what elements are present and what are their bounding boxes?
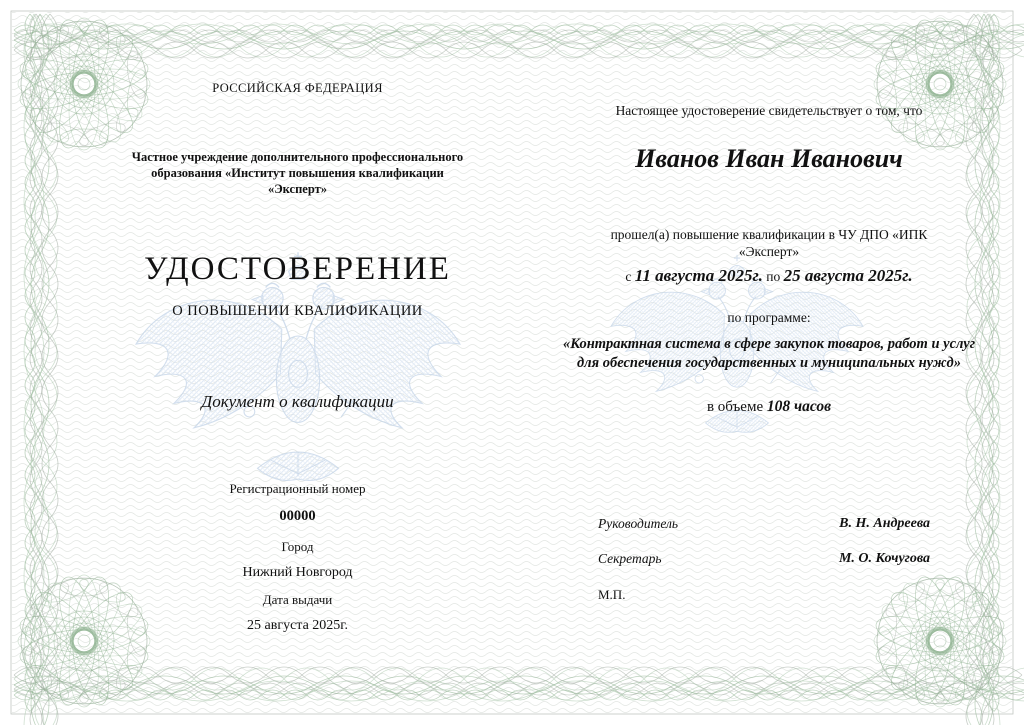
statement-text: Настоящее удостоверение свидетельствует о том, что bbox=[615, 103, 923, 118]
program-title bbox=[553, 335, 985, 373]
city-label: Город bbox=[281, 539, 314, 554]
issue-date-value: 25 августа 2025г. bbox=[247, 618, 348, 633]
period-start-date: 11 августа 2025г. bbox=[634, 266, 763, 285]
signature-row-head bbox=[553, 516, 985, 532]
certificate-title: УДОСТОВЕРЕНИЕ bbox=[144, 251, 451, 287]
program-label: по программе: bbox=[727, 310, 811, 325]
registration-number-value: 00000 bbox=[279, 508, 316, 524]
issue-date-label: Дата выдачи bbox=[262, 592, 333, 607]
signature-row-secretary bbox=[553, 551, 985, 567]
period-middle: по bbox=[766, 269, 781, 284]
country-heading: РОССИЙСКАЯ ФЕДЕРАЦИЯ bbox=[212, 81, 383, 95]
holder-name: Иванов Иван Иванович bbox=[635, 144, 903, 173]
city-value: Нижний Новгород bbox=[242, 565, 353, 580]
volume-line bbox=[553, 398, 985, 416]
certificate-subtitle: О ПОВЫШЕНИИ КВАЛИФИКАЦИИ bbox=[172, 303, 423, 319]
document-type: Документ о квалификации bbox=[201, 392, 394, 411]
completion-text bbox=[553, 226, 985, 260]
period-prefix: с bbox=[625, 269, 632, 284]
seal-placeholder: М.П. bbox=[598, 587, 626, 602]
training-period bbox=[553, 266, 985, 286]
signature-name-head: В. Н. Андреева bbox=[839, 516, 930, 531]
signature-role-secretary: Секретарь bbox=[598, 551, 662, 566]
institution-name bbox=[105, 149, 490, 197]
program-title-inner: «Контрактная система в сфере закупок товаров, работ и услуг для обеспечения государственных и муниципальных нужд» bbox=[562, 336, 976, 371]
period-end-date: 25 августа 2025г. bbox=[783, 266, 913, 285]
completion-text-inner: прошел(а) повышение квалификации в ЧУ ДПО «ИПК «Эксперт» bbox=[610, 227, 928, 259]
institution-name-text: Частное учреждение дополнительного профессионального образования «Институт повышения квалификации «Эксперт» bbox=[131, 150, 464, 196]
registration-number-label: Регистрационный номер bbox=[229, 481, 366, 496]
signature-name-secretary: М. О. Кочугова bbox=[838, 551, 930, 566]
volume-prefix: в объеме bbox=[706, 399, 764, 415]
volume-hours: 108 часов bbox=[766, 398, 832, 415]
signature-role-head: Руководитель bbox=[598, 516, 679, 531]
